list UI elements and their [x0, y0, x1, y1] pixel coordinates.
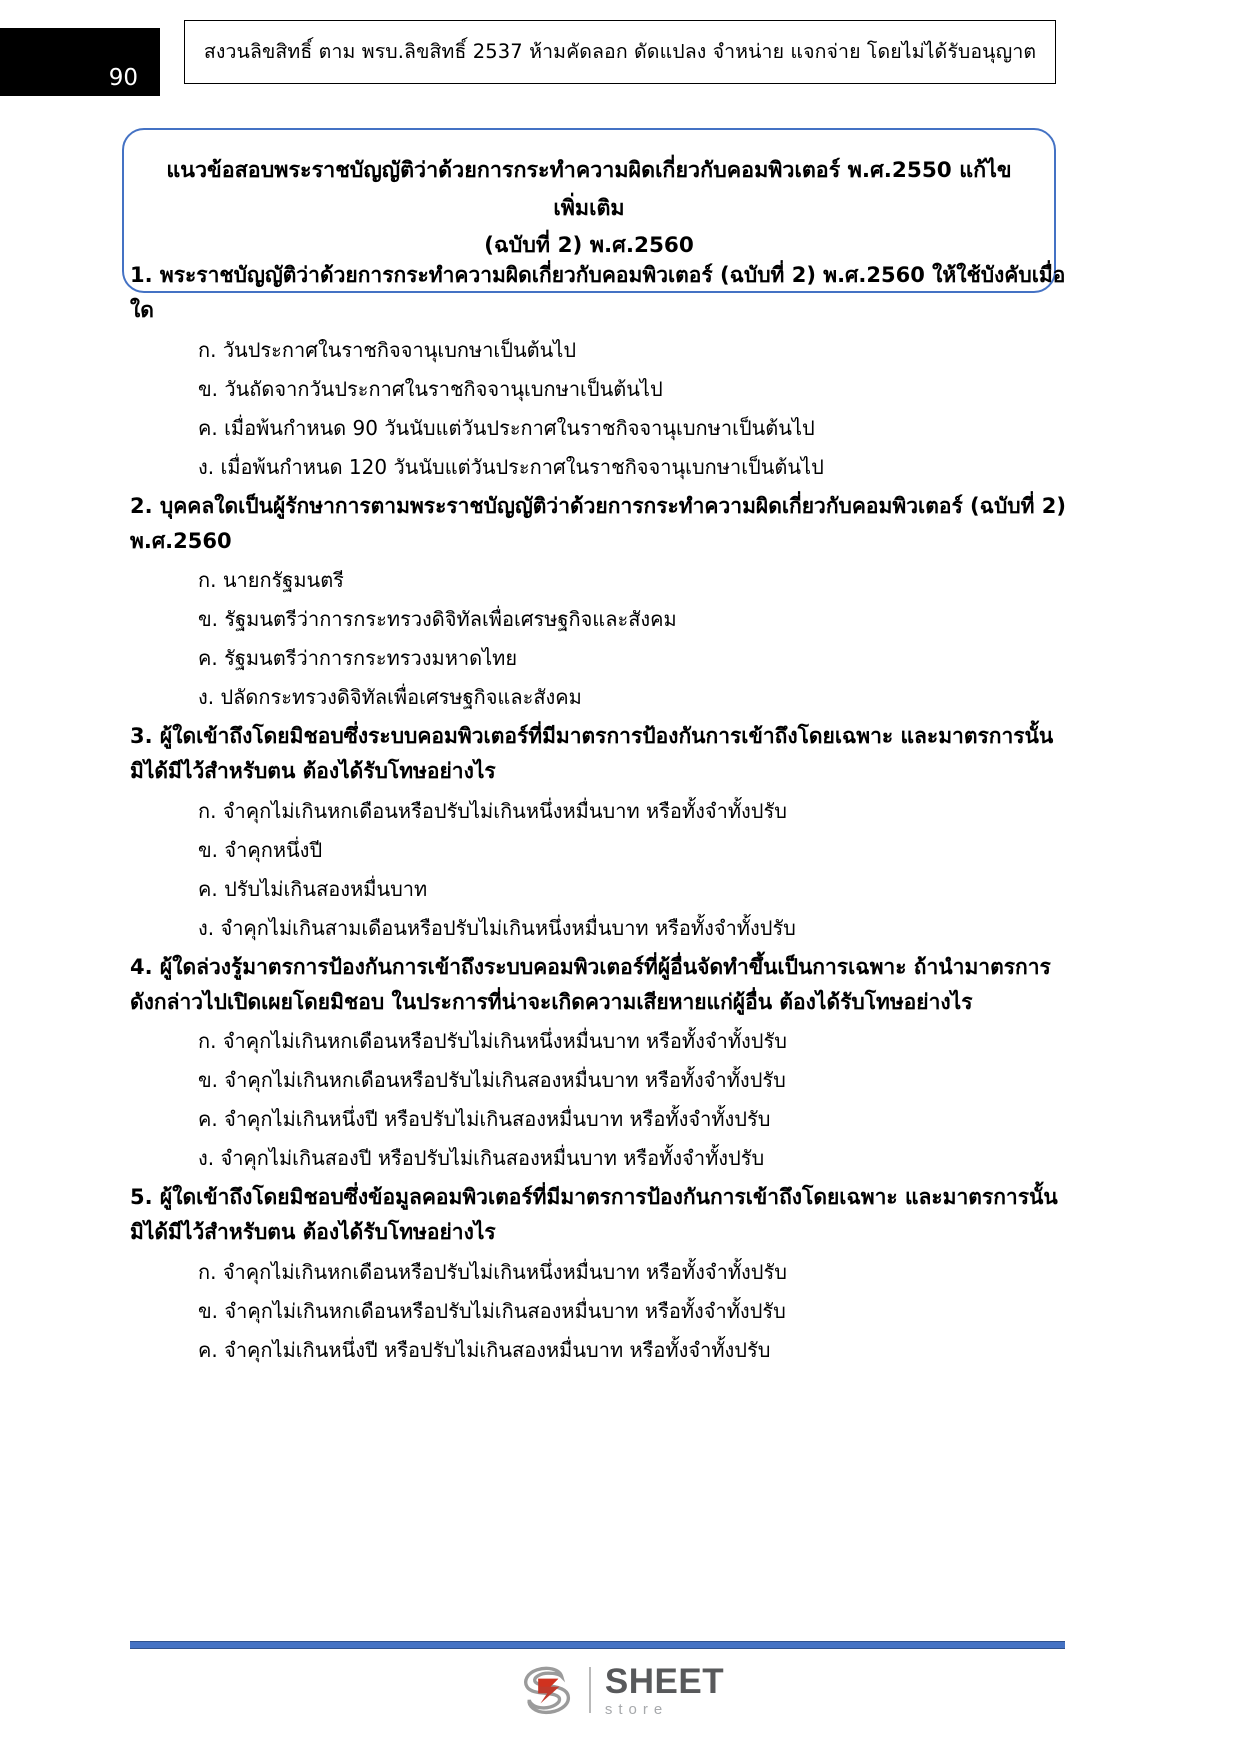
choice-item[interactable]: ข. รัฐมนตรีว่าการกระทรวงดิจิทัลเพื่อเศรษฐกิจและสังคม	[198, 607, 677, 632]
choice-item[interactable]: ก. วันประกาศในราชกิจจานุเบกษาเป็นต้นไป	[198, 337, 577, 362]
choice-item[interactable]: ง. จำคุกไม่เกินสามเดือนหรือปรับไม่เกินหนึ่งหมื่นบาท หรือทั้งจำทั้งปรับ	[198, 915, 796, 940]
choice-item[interactable]: ค. รัฐมนตรีว่าการกระทรวงมหาดไทย	[198, 646, 518, 671]
choice-item[interactable]: ค. ปรับไม่เกินสองหมื่นบาท	[198, 876, 428, 901]
copyright-notice-box	[184, 20, 1056, 84]
exam-title-line-1: แนวข้อสอบพระราชบัญญัติว่าด้วยการกระทำความผิดเกี่ยวกับคอมพิวเตอร์ พ.ศ.2550 แก้ไขเพิ่มเติม	[166, 158, 1012, 221]
question-text: 3. ผู้ใดเข้าถึงโดยมิชอบซึ่งระบบคอมพิวเตอร์ที่มีมาตรการป้องกันการเข้าถึงโดยเฉพาะ และมาตรการนั้นมิได้มีไว้สำหรับตน ต้องได้รับโทษอย่างไร	[130, 724, 1054, 784]
brand-wordmark	[604, 1661, 725, 1718]
exam-title-line-2: (ฉบับที่ 2) พ.ศ.2560	[484, 233, 694, 259]
question-block-4	[130, 950, 1070, 1179]
brand-name: SHEET	[604, 1661, 725, 1701]
choice-item[interactable]: ง. เมื่อพ้นกำหนด 120 วันนับแต่วันประกาศในราชกิจจานุเบกษาเป็นต้นไป	[198, 454, 824, 479]
choice-list	[130, 1022, 1070, 1178]
choice-item[interactable]: ค. จำคุกไม่เกินหนึ่งปี หรือปรับไม่เกินสองหมื่นบาท หรือทั้งจำทั้งปรับ	[198, 1337, 771, 1362]
question-text: 4. ผู้ใดล่วงรู้มาตรการป้องกันการเข้าถึงระบบคอมพิวเตอร์ที่ผู้อื่นจัดทำขึ้นเป็นการเฉพาะ ถ้านำมาตรการดังกล่าวไปเปิดเผยโดยมิชอบ ในประการที่น่าจะเกิดความเสียหายแก่ผู้อื่น ต้องได้รับโทษอย่างไร	[130, 954, 1051, 1014]
logo-divider	[589, 1667, 591, 1713]
sheet-store-logo-icon	[517, 1662, 575, 1718]
question-text: 5. ผู้ใดเข้าถึงโดยมิชอบซึ่งข้อมูลคอมพิวเตอร์ที่มีมาตรการป้องกันการเข้าถึงโดยเฉพาะ และมาตรการนั้นมิได้มีไว้สำหรับตน ต้องได้รับโทษอย่างไร	[130, 1185, 1058, 1245]
question-block-3	[130, 719, 1070, 948]
choice-item[interactable]: ง. ปลัดกระทรวงดิจิทัลเพื่อเศรษฐกิจและสังคม	[198, 685, 582, 710]
choice-item[interactable]: ข. จำคุกไม่เกินหกเดือนหรือปรับไม่เกินสองหมื่นบาท หรือทั้งจำทั้งปรับ	[198, 1298, 786, 1323]
choice-item[interactable]: ค. เมื่อพ้นกำหนด 90 วันนับแต่วันประกาศในราชกิจจานุเบกษาเป็นต้นไป	[198, 415, 815, 440]
question-block-5	[130, 1180, 1070, 1370]
page-header	[0, 28, 1241, 96]
copyright-notice-text: สงวนลิขสิทธิ์ ตาม พรบ.ลิขสิทธิ์ 2537 ห้ามคัดลอก ดัดแปลง จำหน่าย แจกจ่าย โดยไม่ได้รับอนุญาต	[203, 40, 1037, 64]
choice-item[interactable]: ก. จำคุกไม่เกินหกเดือนหรือปรับไม่เกินหนึ่งหมื่นบาท หรือทั้งจำทั้งปรับ	[198, 1029, 787, 1054]
question-block-1	[130, 258, 1070, 487]
choice-list	[130, 1253, 1070, 1370]
page-number-label: 90	[108, 65, 138, 91]
choice-item[interactable]: ก. จำคุกไม่เกินหกเดือนหรือปรับไม่เกินหนึ่งหมื่นบาท หรือทั้งจำทั้งปรับ	[198, 798, 787, 823]
choice-list	[130, 331, 1070, 487]
choice-item[interactable]: ก. นายกรัฐมนตรี	[198, 568, 344, 593]
choice-item[interactable]: ข. วันถัดจากวันประกาศในราชกิจจานุเบกษาเป็นต้นไป	[198, 376, 663, 401]
question-block-2	[130, 489, 1070, 718]
question-text: 1. พระราชบัญญัติว่าด้วยการกระทำความผิดเกี่ยวกับคอมพิวเตอร์ (ฉบับที่ 2) พ.ศ.2560 ให้ใช้บังคับเมื่อใด	[130, 263, 1066, 323]
brand-subname: store	[604, 1700, 669, 1718]
choice-list	[130, 561, 1070, 717]
footer-divider-rule	[130, 1641, 1065, 1649]
page-number-badge	[0, 28, 160, 96]
choice-item[interactable]: ง. จำคุกไม่เกินสองปี หรือปรับไม่เกินสองหมื่นบาท หรือทั้งจำทั้งปรับ	[198, 1146, 765, 1171]
choice-list	[130, 792, 1070, 948]
questions-container	[130, 258, 1070, 1372]
choice-item[interactable]: ค. จำคุกไม่เกินหนึ่งปี หรือปรับไม่เกินสองหมื่นบาท หรือทั้งจำทั้งปรับ	[198, 1107, 771, 1132]
choice-item[interactable]: ข. จำคุกไม่เกินหกเดือนหรือปรับไม่เกินสองหมื่นบาท หรือทั้งจำทั้งปรับ	[198, 1068, 786, 1093]
choice-item[interactable]: ข. จำคุกหนึ่งปี	[198, 837, 323, 862]
choice-item[interactable]: ก. จำคุกไม่เกินหกเดือนหรือปรับไม่เกินหนึ่งหมื่นบาท หรือทั้งจำทั้งปรับ	[198, 1259, 787, 1284]
question-text: 2. บุคคลใดเป็นผู้รักษาการตามพระราชบัญญัติว่าด้วยการกระทำความผิดเกี่ยวกับคอมพิวเตอร์ (ฉบับที่ 2) พ.ศ.2560	[130, 493, 1066, 553]
footer-brand-logo	[0, 1662, 1241, 1718]
